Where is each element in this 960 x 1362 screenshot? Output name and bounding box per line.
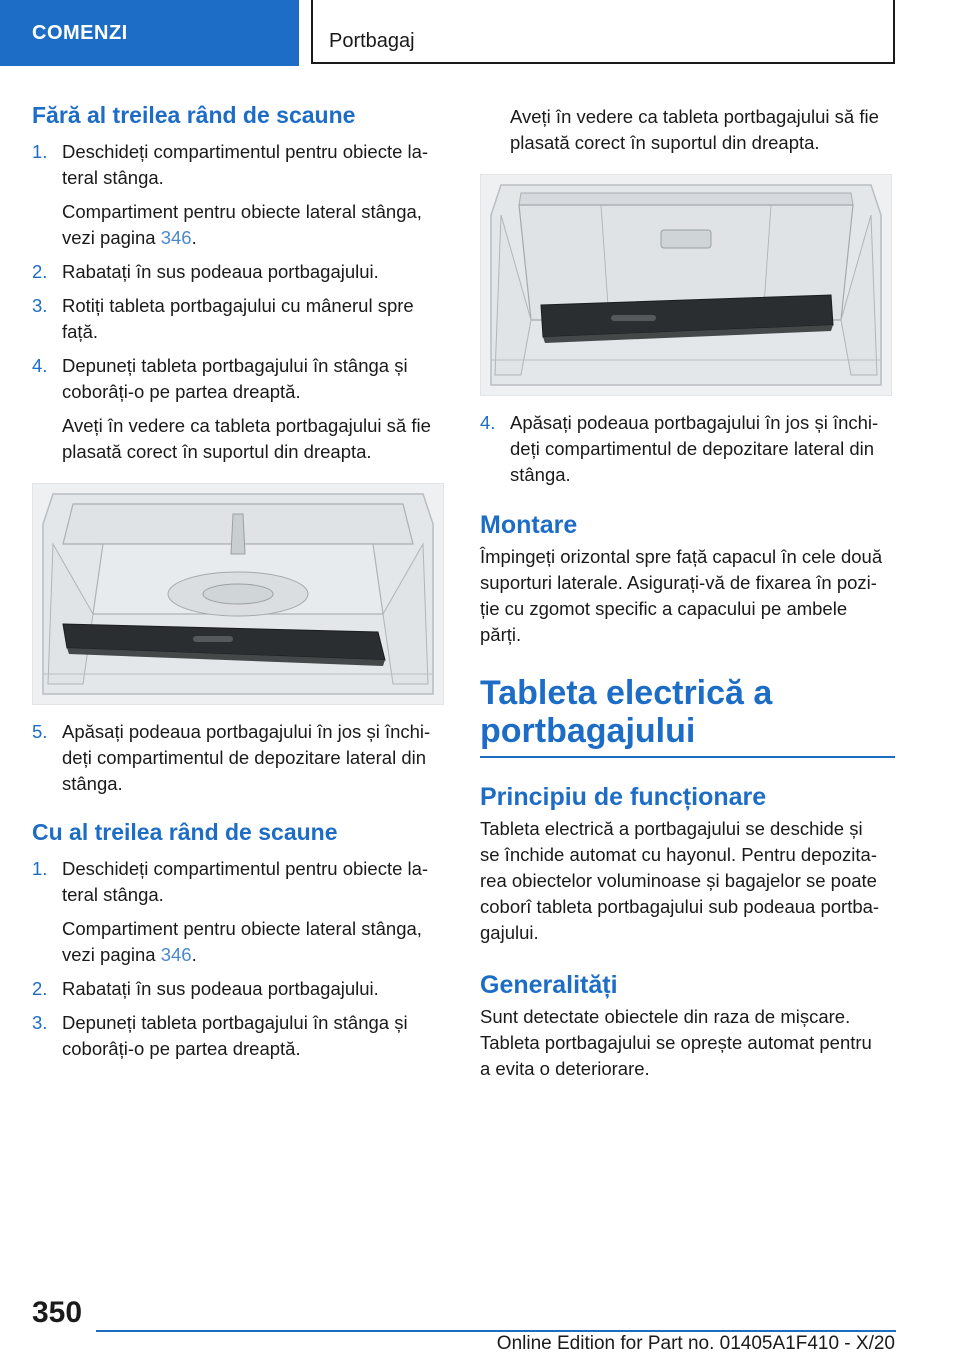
step-text: stânga. [510,464,571,485]
note-text [62,225,444,251]
step-text: teral stânga. [62,167,164,188]
page-link[interactable]: 346 [160,944,192,965]
principiu-paragraph [480,816,895,946]
step-text: Deschideți compartimentul pentru obiecte la‐ [62,858,429,879]
step-text: Rabatați în sus podeaua portbagajului. [62,261,379,282]
step-text: Apăsați podeaua portbagajului în jos și închi‐ [62,721,431,742]
note-text: plasată corect în suportul din dreapta. [510,132,820,153]
list-item [32,1010,444,1062]
section-heading-principiu: Principiu de funcționare [480,783,767,811]
step-number: 1. [32,858,48,879]
paragraph-line: Tableta portbagajului se oprește automat pentru [480,1032,872,1053]
step-text: Depuneți tableta portbagajului în stânga și [62,1012,408,1033]
step-text: Apăsați podeaua portbagajului în jos și închi‐ [510,412,879,433]
list-item [32,976,444,1002]
list-item [32,856,444,908]
note-text-suffix: . [191,944,197,965]
step-text: stânga. [62,773,123,794]
section-heading-generalitati: Generalități [480,971,618,999]
trunk-floor-drawing [33,484,443,704]
list-item [32,719,444,797]
section-heading-montare: Montare [480,511,578,539]
header-title: Portbagaj [329,30,415,52]
paragraph-line: rea obiectelor voluminoase și bagajelor se poate [480,870,877,891]
note-text: Aveți în vedere ca tableta portbagajului să fie [62,415,431,436]
chapter-title-line: Tableta electrică a [480,674,773,712]
trunk-illustration [480,174,892,396]
header-title-box [311,0,895,64]
page-header [0,0,960,66]
step-number: 4. [32,355,48,376]
list-item [480,410,895,488]
paragraph-line: părți. [480,624,522,645]
step-number: 2. [32,261,48,282]
paragraph-line: coborî tableta portbagajului sub podeaua portba‐ [480,896,880,917]
paragraph-line: suporturi laterale. Asigurați-vă de fixarea în pozi‐ [480,572,877,593]
page-link[interactable]: 346 [160,227,192,248]
section-tab: COMENZI [0,0,299,66]
note-text: Aveți în vedere ca tableta portbagajului să fie [510,106,879,127]
step-text: coborâți-o pe partea dreaptă. [62,381,301,402]
step-note [32,916,444,968]
paragraph-line: se închide automat cu hayonul. Pentru depozita‐ [480,844,877,865]
step-text: deți compartimentul de depozitare lateral din [510,438,875,459]
paragraph-line: Sunt detectate obiectele din raza de mișcare. [480,1006,851,1027]
note-text-suffix: . [191,227,197,248]
page-number: 350 [32,1296,83,1329]
list-item [32,293,444,345]
chapter-title-line: portbagajului [480,712,696,750]
left-column [32,100,444,1062]
paragraph-line: a evita o deteriorare. [480,1058,650,1079]
paragraph-line: gajului. [480,922,539,943]
note-text-prefix: vezi pagina [62,227,161,248]
trunk-illustration [32,483,444,705]
list-item [32,259,444,285]
step-number: 3. [32,1012,48,1033]
paragraph-line: Împingeți orizontal spre față capacul în cele două [480,546,883,567]
footer-divider [96,1330,896,1332]
step-text: față. [62,321,98,342]
step-text: Depuneți tableta portbagajului în stânga și [62,355,408,376]
section-heading-third-row: Cu al treilea rând de scaune [32,819,338,845]
step-text: Rotiți tableta portbagajului cu mânerul spre [62,295,414,316]
step-note [480,104,895,156]
step-text: deți compartimentul de depozitare lateral din [62,747,427,768]
step-text: teral stânga. [62,884,164,905]
note-text: Compartiment pentru obiecte lateral stânga, [62,201,422,222]
paragraph-line: ție cu zgomot specific a capacului pe ambele [480,598,848,619]
generalitati-paragraph [480,1004,895,1082]
step-note [32,199,444,251]
step-text: coborâți-o pe partea dreaptă. [62,1038,301,1059]
note-text-prefix: vezi pagina [62,944,161,965]
step-number: 4. [480,412,496,433]
step-number: 5. [32,721,48,742]
step-note [32,413,444,465]
step-number: 1. [32,141,48,162]
trunk-third-row-drawing [481,175,891,395]
chapter-title [480,674,895,758]
step-text: Deschideți compartimentul pentru obiecte la‐ [62,141,429,162]
right-column [480,100,895,1082]
paragraph-line: Tableta electrică a portbagajului se deschide și [480,818,863,839]
list-item [32,353,444,405]
note-text: Compartiment pentru obiecte lateral stânga, [62,918,422,939]
section-heading-no-third-row: Fără al treilea rând de scaune [32,102,356,128]
step-text: Rabatați în sus podeaua portbagajului. [62,978,379,999]
note-text [62,942,444,968]
edition-note: Online Edition for Part no. 01405A1F410 - X/20 [496,1333,895,1354]
montare-paragraph [480,544,895,648]
list-item [32,139,444,191]
step-number: 2. [32,978,48,999]
step-number: 3. [32,295,48,316]
note-text: plasată corect în suportul din dreapta. [62,441,372,462]
